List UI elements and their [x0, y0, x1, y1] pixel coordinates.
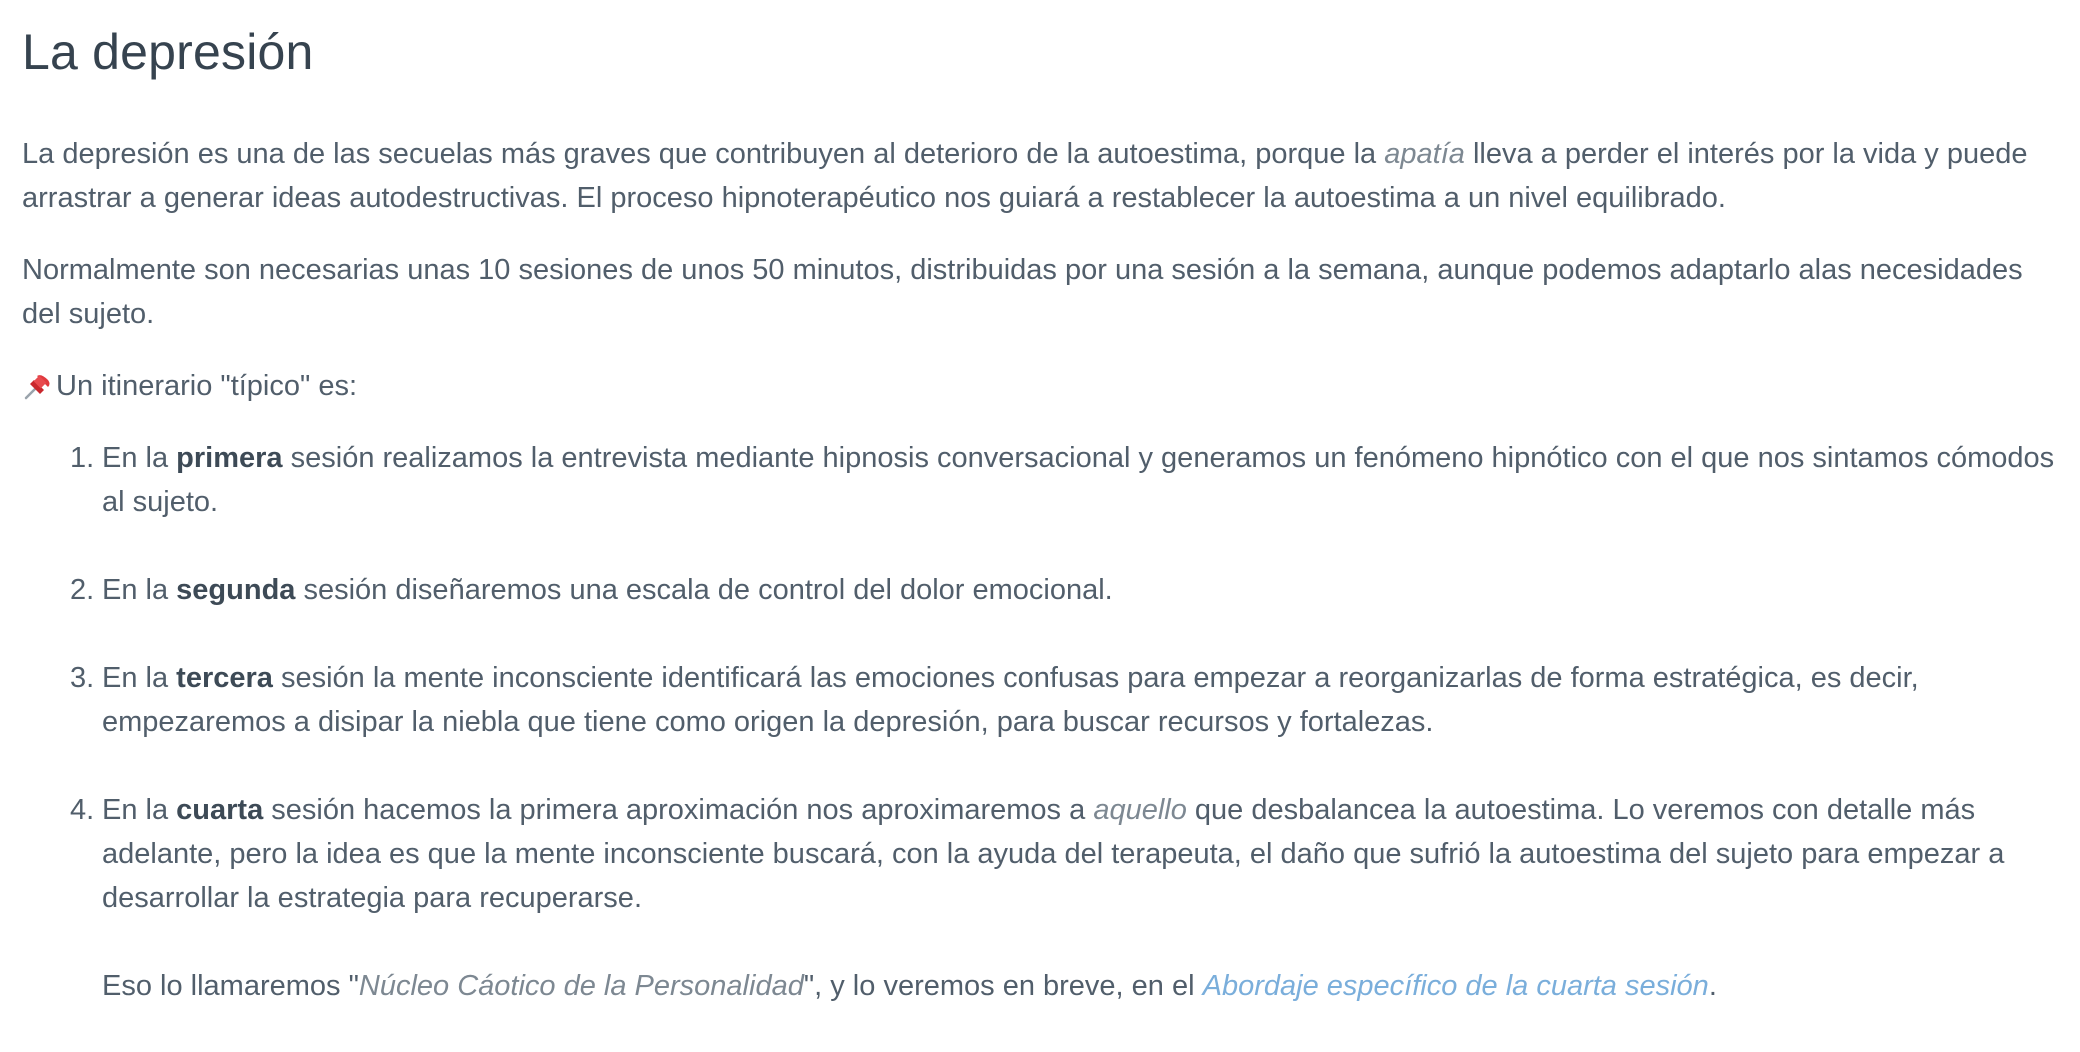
- list-number: 2.: [70, 574, 95, 606]
- chaotic-core-note: [102, 964, 2062, 1008]
- list-prefix: En la: [102, 442, 177, 474]
- list-text: sesión hacemos la primera aproximación nos aproximaremos a: [263, 794, 1094, 826]
- intro-text-before: La depresión es una de las secuelas más graves que contribuyen al deterioro de la autoestima, porque la: [22, 138, 1385, 170]
- itinerary-intro-text: Un itinerario "típico" es:: [56, 370, 358, 402]
- list-prefix: En la: [102, 662, 177, 694]
- itinerary-intro: [22, 364, 2062, 408]
- list-text: sesión la mente inconsciente identificará las emociones confusas para empezar a reorganizarlas de forma estratégica, es decir, empezaremos a disipar la niebla que tiene como origen la depresión, para buscar recursos y fortalezas.: [102, 662, 1919, 738]
- list-number: 1.: [70, 442, 95, 474]
- list-bold: segunda: [176, 574, 296, 606]
- note-text: ", y lo veremos en breve, en el: [803, 970, 1203, 1002]
- sessions-paragraph: Normalmente son necesarias unas 10 sesiones de unos 50 minutos, distribuidas por una sesión a la semana, aunque podemos adaptarlo alas necesidades del sujeto.: [22, 254, 2023, 330]
- page-title: La depresión: [22, 24, 314, 80]
- note-text: .: [1708, 970, 1717, 1002]
- intro-paragraph: [22, 132, 2062, 220]
- list-number: 4.: [70, 794, 95, 826]
- fourth-session-link[interactable]: Abordaje específico de la cuarta sesión: [1202, 970, 1709, 1002]
- article: [22, 0, 2062, 1052]
- list-item: [22, 788, 2062, 1008]
- list-item: [22, 656, 2062, 744]
- note-italic: Núcleo Cáotico de la Personalidad: [358, 970, 804, 1002]
- list-italic: aquello: [1093, 794, 1187, 826]
- intro-text-after: lleva a perder el interés por la vida y puede arrastrar a generar ideas autodestructivas. El proceso hipnoterapéutico nos guiará a restablecer la autoestima a un nivel equilibrado.: [22, 138, 2028, 214]
- list-item: [22, 436, 2062, 524]
- session-list: [22, 436, 2062, 1008]
- intro-emphasis: apatía: [1384, 138, 1465, 170]
- list-bold: tercera: [176, 662, 273, 694]
- note-text: Eso lo llamaremos ": [102, 970, 359, 1002]
- list-bold: cuarta: [176, 794, 264, 826]
- list-text: sesión diseñaremos una escala de control del dolor emocional.: [295, 574, 1113, 606]
- list-item: [22, 568, 2062, 612]
- list-number: 3.: [70, 662, 95, 694]
- pushpin-icon: [22, 370, 54, 402]
- list-bold: primera: [176, 442, 283, 474]
- list-prefix: En la: [102, 794, 177, 826]
- list-text: que desbalancea la autoestima. Lo veremos con detalle más adelante, pero la idea es que la mente inconsciente buscará, con la ayuda del terapeuta, el daño que sufrió la autoestima del sujeto para empezar a desarrollar la estrategia para recuperarse.: [102, 794, 2005, 914]
- list-prefix: En la: [102, 574, 177, 606]
- list-text: sesión realizamos la entrevista mediante hipnosis conversacional y generamos un fenómeno hipnótico con el que nos sintamos cómodos al sujeto.: [102, 442, 2055, 518]
